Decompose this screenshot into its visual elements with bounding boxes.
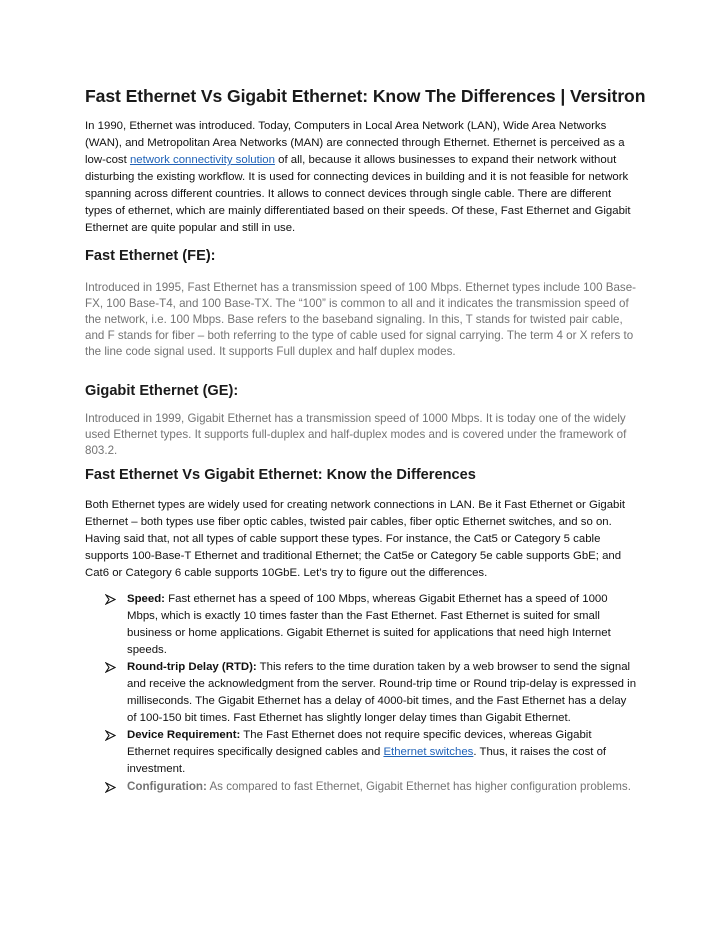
configuration-text: As compared to fast Ethernet, Gigabit Ethernet has higher configuration problems. (206, 780, 631, 793)
differences-paragraph: Both Ethernet types are widely used for creating network connections in LAN. Be it Fast Ethernet or Gigabit Ethernet – both types use fiber optic cables, twisted pair cables, fiber optic Ethernet switches, and so on. Having said that, not all types of cable support these types. For instance, the Cat5 or Category 5 cable supports 100-Base-T Ethernet and traditional Ethernet; the Cat5e or Category 5e cable supports GbE; and Cat6 or Category 6 cable supports 10GbE. Let’s try to figure out the differences. (85, 499, 626, 579)
ge-paragraph: Introduced in 1999, Gigabit Ethernet has a transmission speed of 1000 Mbps. It is today one of the widely used Ethernet types. It supports full-duplex and half-duplex modes and is covered under the framework of 803.2. (85, 412, 627, 457)
differences-heading: Fast Ethernet Vs Gigabit Ethernet: Know the Differences (85, 467, 476, 483)
intro-text-before: In 1990, Ethernet was introduced. Today, Computers in Local Area Network (LAN), Wide Area Networks (WAN), and Metropolitan Area Networks (MAN) are connected through Ethernet. Ethernet is perceived as a low-cost (85, 120, 625, 166)
page-title: Fast Ethernet Vs Gigabit Ethernet: Know The Differences | Versitron (85, 86, 646, 106)
speed-label: Speed: (127, 593, 165, 605)
device-requirement-after: . Thus, it raises the cost of investment. (127, 746, 607, 775)
arrow-bullet-icon (105, 779, 119, 793)
fe-heading: Fast Ethernet (FE): (85, 248, 216, 264)
list-item-rtd (105, 659, 637, 727)
device-requirement-label: Device Requirement: (127, 729, 241, 741)
device-requirement-text: The Fast Ethernet does not require specific devices, whereas Gigabit Ethernet requires specifically designed cables and (127, 729, 592, 758)
arrow-bullet-icon (105, 727, 119, 741)
intro-paragraph (85, 118, 637, 237)
intro-text-after: of all, because it allows businesses to expand their network without disturbing the existing workflow. It is used for connecting devices in building and it is not feasible for network spanning across different countries. It allows to connect devices through single cable. There are different types of ethernet, which are mainly differentiated based on their speeds. Of these, Fast Ethernet and Gigabit Ethernet are quite popular and still in use. (85, 154, 631, 234)
arrow-bullet-icon (105, 591, 119, 605)
network-connectivity-link[interactable]: network connectivity solution (129, 154, 275, 166)
arrow-bullet-icon (105, 659, 119, 673)
speed-text: Fast ethernet has a speed of 100 Mbps, whereas Gigabit Ethernet has a speed of 1000 Mbps, which is exactly 10 times faster than the Fast Ethernet. Fast Ethernet is suited for small business or home applications. Gigabit Ethernet is suited for applications that need high Internet speeds. (127, 593, 611, 656)
ge-heading: Gigabit Ethernet (GE): (85, 383, 239, 399)
list-item-configuration (105, 779, 637, 795)
ethernet-switches-link[interactable]: Ethernet switches (383, 746, 474, 758)
list-item-speed (105, 591, 637, 659)
rtd-label: Round-trip Delay (RTD): (127, 661, 257, 673)
differences-list (105, 591, 637, 795)
fe-paragraph: Introduced in 1995, Fast Ethernet has a transmission speed of 100 Mbps. Ethernet types include 100 Base-FX, 100 Base-T4, and 100 Base-TX. The “100” is common to all and it indicates the transmission speed of the network, i.e. 100 Mbps. Base refers to the baseband signaling. In this, T stands for twisted pair cable, and F stands for fiber – both referring to the type of cable used for signal carrying. The term 4 or X refers to the line code signal used. It supports Full duplex and half duplex modes. (85, 281, 637, 358)
list-item-device-requirement (105, 727, 637, 778)
configuration-label: Configuration: (127, 780, 207, 793)
rtd-text: This refers to the time duration taken by a web browser to send the signal and receive the acknowledgment from the server. Round-trip time or Round trip-delay is expressed in milliseconds. The Gigabit Ethernet has a delay of 4000-bit times, and the Fast Ethernet has a delay of 100-150 bit times. Fast Ethernet has slightly longer delay times than Gigabit Ethernet. (127, 661, 637, 724)
